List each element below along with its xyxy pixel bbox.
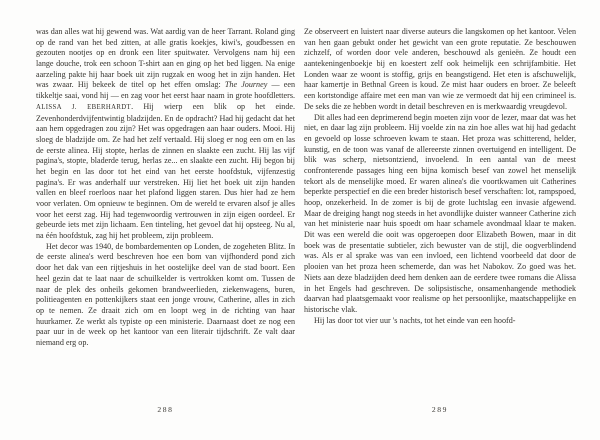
left-page-text [36,27,295,401]
paragraph: Hij las door tot vier uur 's nachts, tot het einde van een hoofd- [314,315,516,325]
left-page [36,27,295,414]
page-number-left: 288 [157,405,174,414]
right-page [304,27,576,414]
paragraph: Het decor was 1940, de bombardementen op Londen, de zogeheten Blitz. In de eerste alinea's werd beschreven hoe een bom van vijfhonderd pond zich door het dak van een rijtjeshuis in het oostelijke deel van de stad boort. Een heel gezin dat te laat naar de schuilkelder is vertrokken komt om. Tussen de naar de plek des onheils gekomen brandweerlieden, ziekenwagens, buren, politieagenten en pottenkijkers staat een jonge vrouw, Catherine, alles in zich op te nemen. Ze draait zich om en loopt weg in de richting van haar huurkamer. Ze werkt als typiste op een ministerie. Daarnaast doet ze nog een paar uur in de week op het kantoor van een literair tijdschrift. Ze valt daar niemand erg op. [36,241,295,347]
body-text: . Hij wierp een blik op het einde. Zevenhonderdvijfentwintig bladzijden. En de opdracht? Had hij gedacht dat het aan hem opgedragen zou zijn? Het was opgedragen aan haar ouders. Mooi. Hij sloeg de bladzijde om. Ze had het zelf vertaald. Hij sloeg er nog een om en las de eerste alinea. Hij stopte, herlas de zinnen en slaakte een zucht. Hij las vijf pagina's, stopte, bladerde terug, herlas ze... en slaakte een zucht. Hij begon bij het begin en las door tot het eind van het eerste hoofdstuk, vijfenzestig pagina's. Er was anderhalf uur verstreken. Hij liet het boek uit zijn handen vallen en bleef roerloos naar het plafond liggen staren. Dus hier had ze hem voor verlaten. Om opnieuw te beginnen. Om de wereld te ervaren alsof je alles voor het eerst zag. Hij had tegenwoordig vertrouwen in zijn eigen oordeel. Er gebeurde iets met zijn lichaam. Een tinteling, het gevoel dat hij opsteeg. Nu al, na één hoofdstuk, zag hij het probleem, zijn probleem. [36,101,295,241]
paragraph: Dit alles had een deprimerend begin moeten zijn voor de lezer, maar dat was het niet, en daar lag zijn probleem. Hij voelde zin na zin hoe alles wat hij had gedacht en gevoeld op losse schroeven kwam te staan. Het proza was schitterend, helder, kunstig, en de toon was vanaf de allereerste zinnen overtuigend en intelligent. De blik was scherp, nietsontziend, invoelend. In een aantal van de meest confronterende passages hing een bijna komisch besef van zowel het menselijk tekort als de menselijke moed. Er waren alinea's die voortkwamen uit Catherines beperkte perspectief en die een breder historisch besef verschaften: lot, rampspoed, hoop, onzekerheid. In de zomer is bij de grote luchtslag een invasie afgewend. Maar de dreiging hangt nog steeds in het avondlijke duister wanneer Catherine zich van het ministerie naar huis spoedt om haar schamele avondmaal klaar te maken. Dit was een wereld die ooit was opgeroepen door Elizabeth Bowen, maar in dit boek was de presentatie subtieler, zich bewuster van de stijl, die oogverblindend was. Als er al sprake was van een invloed, een lichtend voorbeeld dat door de plooien van het proza heen schemerde, dan was het Nabokov. Zo goed was het. Niets aan deze bladzijden deed hem denken aan de eerdere twee romans die Alissa in het Engels had geschreven. De solipsistische, onsamenhangende methodiek daarvan had plaatsgemaakt voor realisme op het persoonlijke, maatschappelijke en historische vlak. [304,112,576,314]
paragraph: Ze observeert en luistert naar diverse auteurs die langskomen op het kantoor. Velen van hen gaan gebukt onder het gewicht van een grote reputatie. Ze beschouwen zichzelf, of worden door vele anderen, beschouwd als genieën. Ze houdt een aantekeningenboekje bij en koestert zelf ook heimelijk een schrijfambitie. Het Londen waar ze woont is stoffig, grijs en beangstigend. Het eten is afschuwelijk, haar kamertje in Bethnal Green is koud. Ze mist haar ouders en broer. Ze beleeft een kortstondige affaire met een man van wie ze vermoedt dat hij een crimineel is. De seks die ze hebben wordt in detail beschreven en is merkwaardig vreugdevol. [304,27,576,111]
right-page-text [304,27,576,401]
body-text: — een tikkeltje saai, vond hij — en zag voor het eerst haar naam in grote hoofdletters. [36,80,295,101]
author-name-smallcaps: ALISSA J. EBERHARDT [36,103,132,111]
book-title-italic: The Journey [224,80,268,90]
page-number-right: 289 [431,405,449,414]
paragraph [36,27,295,242]
body-text: was dan alles wat hij gewend was. Wat aardig van de heer Tarrant. Roland ging op de rand van het bed zitten, at alle gratis koekjes, kiwi's, goudbessen en gezouten nootjes op en dronk een liter spuitwater. Vervolgens nam hij een lange douche, trok een schoon T-shirt aan en ging op het bed liggen. Na enige aarzeling pakte hij haar boek uit zijn rugzak en woog het in zijn handen. Het was zwaar. Hij bekeek de titel op het effen omslag: [36,27,295,90]
